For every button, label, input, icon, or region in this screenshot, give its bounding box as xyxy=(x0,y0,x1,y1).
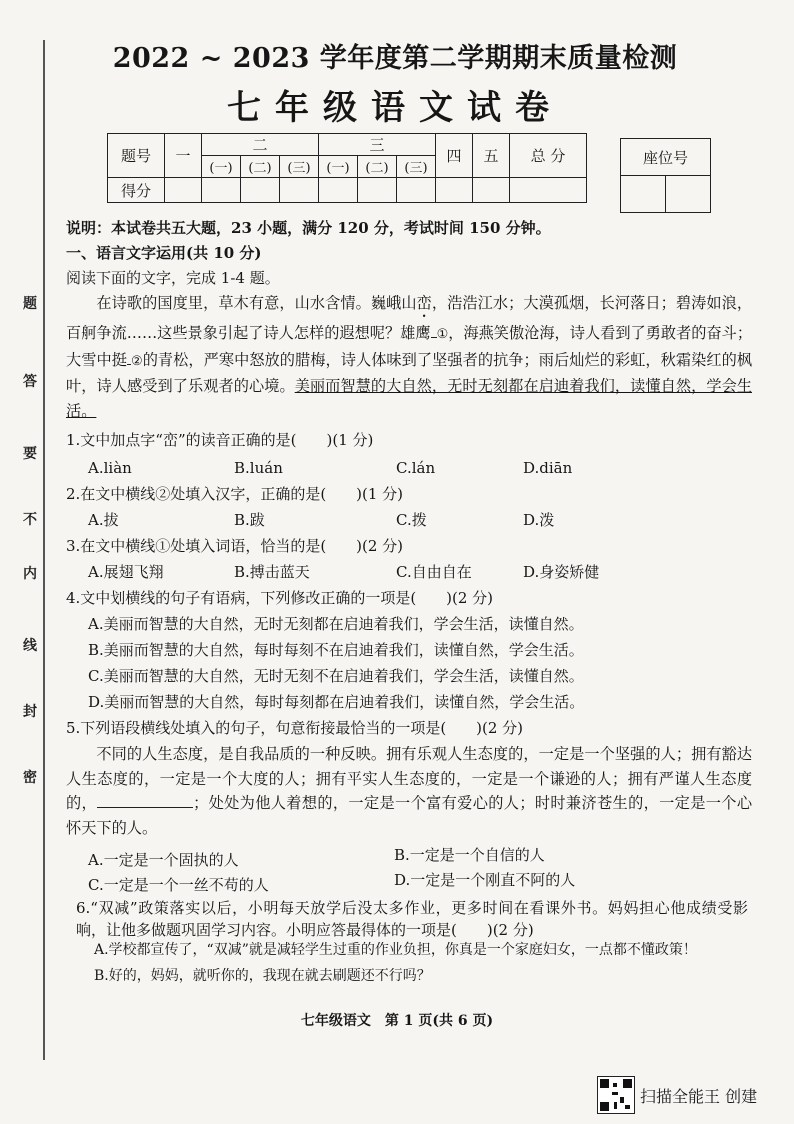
q4-option-c[interactable]: C.美丽而智慧的大自然，无时无刻不在启迪着我们，学会生活，读懂自然。 xyxy=(88,667,584,685)
q2-option-c[interactable]: C.拨 xyxy=(396,511,427,529)
passage-text: ，海燕笑傲沧海，诗人看到了勇敢者的奋斗；大雪中挺 xyxy=(66,324,753,369)
q6-option-b[interactable]: B.好的，妈妈，就听你的，我现在就去刷题还不行吗？ xyxy=(94,968,431,984)
score-table xyxy=(107,133,587,203)
binding-line xyxy=(43,40,45,1060)
score-input-cell[interactable] xyxy=(319,178,358,203)
margin-label: 封 xyxy=(23,704,37,720)
q1-option-a[interactable]: A.liàn xyxy=(88,459,132,477)
sub-header-cell: (二) xyxy=(241,156,280,178)
q1-option-d[interactable]: D.diān xyxy=(523,459,573,477)
q5-passage xyxy=(66,742,752,840)
score-input-cell[interactable] xyxy=(436,178,473,203)
score-input-cell[interactable] xyxy=(165,178,202,203)
seat-label: 座位号 xyxy=(621,139,711,176)
q5-option-b[interactable]: B.一定是一个自信的人 xyxy=(394,846,545,864)
passage-text: ，浩浩江水；大漠孤烟，长河落日；碧涛如浪，百舸争流……这些景象引起了诗人怎样的遐想呢？雄鹰 xyxy=(66,294,753,342)
dotted-character: 峦 xyxy=(416,294,432,312)
score-input-cell[interactable] xyxy=(241,178,280,203)
q4-option-d[interactable]: D.美丽而智慧的大自然，每时每刻都在启迪着我们，读懂自然，学会生活。 xyxy=(88,693,585,711)
q2-option-a[interactable]: A.拔 xyxy=(88,511,119,529)
sub-header-cell: (三) xyxy=(397,156,436,178)
score-input-cell[interactable] xyxy=(358,178,397,203)
q3-option-c[interactable]: C.自由自在 xyxy=(396,563,472,581)
q1-option-b[interactable]: B.luán xyxy=(234,459,283,477)
question-1-stem: 1.文中加点字“峦”的读音正确的是( )(1 分) xyxy=(66,431,374,449)
q3-option-b[interactable]: B.搏击蓝天 xyxy=(234,563,310,581)
sub-header-cell: (三) xyxy=(280,156,319,178)
qr-code-icon xyxy=(597,1076,635,1114)
q4-option-b[interactable]: B.美丽而智慧的大自然，每时每刻不在启迪着我们，读懂自然，学会生活。 xyxy=(88,641,584,659)
sub-header-cell: (一) xyxy=(319,156,358,178)
exam-title: 2022 ~ 2023 学年度第二学期期末质量检测 xyxy=(112,43,678,74)
q5-option-a[interactable]: A.一定是一个固执的人 xyxy=(88,851,239,869)
underlined-sentence: 美丽而智慧的大自然，无时无刻都在启迪着我们，读懂自然，学会生活。 xyxy=(66,377,753,420)
margin-label: 题 xyxy=(23,296,37,312)
question-4-stem: 4.文中划横线的句子有语病，下列修改正确的一项是( )(2 分) xyxy=(66,589,494,607)
q1-option-c[interactable]: C.lán xyxy=(396,459,436,477)
seat-input-cell[interactable] xyxy=(621,176,666,213)
q5-option-c[interactable]: C.一定是一个一丝不苟的人 xyxy=(88,876,269,894)
header-cell: 一 xyxy=(165,134,202,178)
header-cell: 四 xyxy=(436,134,473,178)
header-cell: 二 xyxy=(202,134,319,156)
score-label-cell: 得分 xyxy=(108,178,165,203)
q5-option-d[interactable]: D.一定是一个刚直不阿的人 xyxy=(394,871,576,889)
exam-note: 说明：本试卷共五大题，23 小题，满分 120 分，考试时间 150 分钟。 xyxy=(66,219,551,237)
q2-option-d[interactable]: D.泼 xyxy=(523,511,555,529)
q6-option-a[interactable]: A.学校都宣传了，“双减”就是减轻学生过重的作业负担，你真是一个家庭妇女，一点都不懂政策！ xyxy=(94,942,697,958)
page-footer: 七年级语文 第 1 页(共 6 页) xyxy=(300,1013,494,1029)
q3-option-a[interactable]: A.展翅飞翔 xyxy=(88,563,164,581)
header-cell: 五 xyxy=(473,134,510,178)
passage-text: ；处处为他人着想的，一定是一个富有爱心的人；时时兼济苍生的，一定是一个心怀天下的人。 xyxy=(66,794,753,837)
sub-header-cell: (一) xyxy=(202,156,241,178)
q5-blank xyxy=(97,807,193,808)
margin-label: 密 xyxy=(23,770,37,786)
question-3-stem: 3.在文中横线①处填入词语，恰当的是( )(2 分) xyxy=(66,537,404,555)
q4-option-a[interactable]: A.美丽而智慧的大自然，无时无刻都在启迪着我们，学会生活，读懂自然。 xyxy=(88,615,584,633)
passage-text: 不同的人生态度，是自我品质的一种反映。拥有乐观人生态度的，一定是一个坚强的人；拥有豁达人生态度的，一定是一个大度的人；拥有平实人生态度的，一定是一个谦逊的人；拥有严谨人生态度的， xyxy=(66,745,752,812)
header-cell: 总 分 xyxy=(510,134,587,178)
blank-marker-1: ① xyxy=(436,327,449,342)
passage-text: 在诗歌的国度里，草木有意，山水含情。巍峨山 xyxy=(96,294,417,312)
question-6-stem: 6.“双减”政策落实以后，小明每天放学后没太多作业，更多时间在看课外书。妈妈担心他成绩受影响，让他多做题巩固学习内容。小明应答最得体的一项是( )(2 分) xyxy=(76,899,748,939)
q3-option-d[interactable]: D.身姿矫健 xyxy=(523,563,600,581)
question-5-stem: 5.下列语段横线处填入的句子，句意衔接最恰当的一项是( )(2 分) xyxy=(66,719,524,737)
blank-marker-2: ② xyxy=(130,353,143,369)
score-input-cell[interactable] xyxy=(473,178,510,203)
passage-text: 的青松，严寒中怒放的腊梅，诗人体味到了坚强者的抗争；雨后灿烂的彩虹，秋霜染红的枫叶，诗人感受到了乐观者的心境。 xyxy=(66,350,753,395)
scanner-watermark: 扫描全能王 创建 xyxy=(640,1087,758,1106)
margin-label: 要 xyxy=(23,446,37,462)
margin-label: 线 xyxy=(23,638,37,654)
header-cell: 三 xyxy=(319,134,436,156)
margin-label: 不 xyxy=(23,512,37,528)
score-input-cell[interactable] xyxy=(510,178,587,203)
seat-number-table xyxy=(620,138,711,213)
header-cell: 题号 xyxy=(108,134,165,178)
q2-option-b[interactable]: B.跋 xyxy=(234,511,265,529)
question-2-stem: 2.在文中横线②处填入汉字，正确的是( )(1 分) xyxy=(66,485,404,503)
margin-label: 内 xyxy=(23,566,37,582)
reading-passage xyxy=(66,291,752,423)
sub-header-cell: (二) xyxy=(358,156,397,178)
section-heading: 一、语言文字运用(共 10 分) xyxy=(66,244,262,262)
score-input-cell[interactable] xyxy=(202,178,241,203)
seat-input-cell[interactable] xyxy=(666,176,711,213)
exam-subtitle: 七年级语文试卷 xyxy=(227,88,563,128)
margin-label: 答 xyxy=(23,374,37,390)
instruction: 阅读下面的文字，完成 1-4 题。 xyxy=(66,269,280,287)
score-input-cell[interactable] xyxy=(280,178,319,203)
score-input-cell[interactable] xyxy=(397,178,436,203)
